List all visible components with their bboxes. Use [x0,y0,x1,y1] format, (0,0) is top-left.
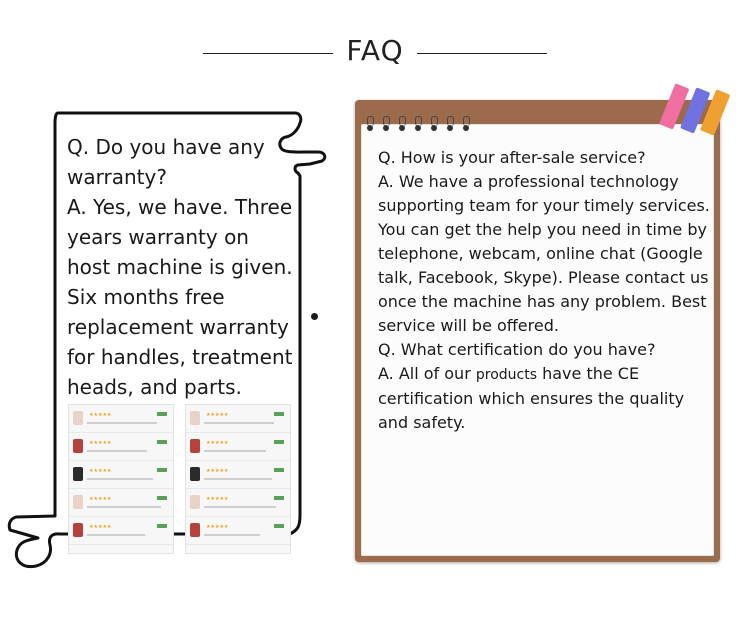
reviews-column-left [68,404,174,554]
review-row: ★★★★★ [69,405,173,433]
reviews-column-right [185,404,291,554]
review-row: ★★★★★ [186,405,290,433]
title-divider-left [203,53,333,54]
service-faq [378,146,713,435]
review-row: ★★★★★ [186,517,290,545]
review-row: ★★★★★ [186,489,290,517]
warranty-answer: A. Yes, we have. Three years warranty on host machine is given. Six months free replacement warranty for handles, treatment heads, and parts. [67,195,293,399]
spiral-binding [367,116,477,136]
page-title: FAQ [346,34,404,67]
review-row: ★★★★★ [186,461,290,489]
review-row: ★★★★★ [69,461,173,489]
customer-reviews-image [68,404,292,552]
products-word: products [475,367,538,383]
certification-answer-end: have the CE certification which ensures the quality and safety. [378,364,685,432]
title-divider-right [417,53,547,54]
after-sale-question: Q. How is your after-sale service? [378,148,646,167]
review-row: ★★★★★ [69,433,173,461]
bullet-dot [311,313,318,320]
certification-answer-start: A. All of our [378,364,471,383]
review-row: ★★★★★ [69,489,173,517]
certification-question: Q. What certification do you have? [378,340,656,359]
after-sale-answer: A. We have a professional technology supporting team for your timely services. You can get the help you need in time by telephone, webcam, online chat (Google talk, Facebook, Skype). Please contact us once the machine has any problem. Best service will be offered. [378,172,710,335]
warranty-faq [67,132,297,402]
certification-answer [378,362,713,435]
bookmark-tabs [655,78,727,128]
review-row: ★★★★★ [186,433,290,461]
warranty-question: Q. Do you have any warranty? [67,135,265,189]
review-row: ★★★★★ [69,517,173,545]
faq-header [0,30,750,80]
